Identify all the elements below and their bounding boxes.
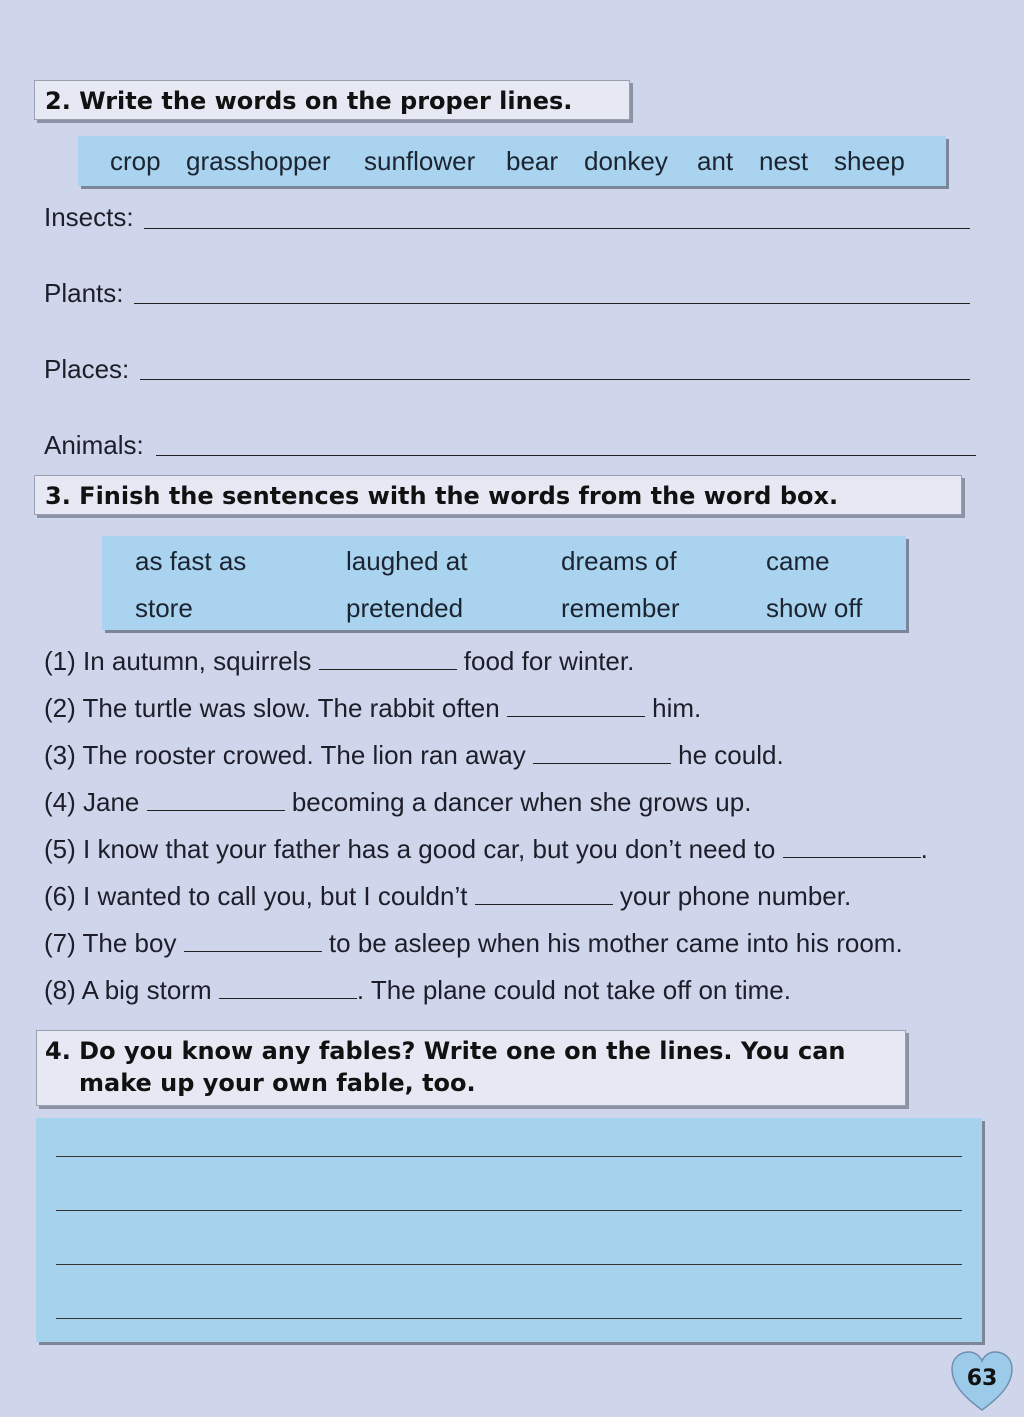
- sentence-text: (6) I wanted to call you, but I couldn’t: [44, 881, 475, 911]
- answer-blank[interactable]: [219, 978, 357, 999]
- page-number: 63: [966, 1366, 998, 1391]
- word-box-item: nest: [759, 146, 809, 176]
- word-box-item: store: [135, 593, 193, 623]
- category-label-animals: Animals:: [44, 430, 144, 460]
- word-box-item: sheep: [834, 146, 905, 176]
- sentence-text: (8) A big storm: [44, 975, 219, 1005]
- sentence-3: [44, 740, 784, 771]
- sentence-2: [44, 693, 701, 724]
- sentence-text: him.: [644, 693, 702, 723]
- sentence-text: (4) Jane: [44, 787, 147, 817]
- sentence-8: [44, 975, 791, 1006]
- sentence-text: .: [920, 834, 928, 864]
- section-3-word-box: [102, 536, 906, 630]
- plants-answer-line[interactable]: [134, 303, 970, 304]
- word-box-item: grasshopper: [186, 146, 331, 176]
- word-box-item: ant: [697, 146, 734, 176]
- answer-blank[interactable]: [783, 837, 921, 858]
- word-box-item: dreams of: [561, 546, 677, 576]
- word-box-item: as fast as: [135, 546, 247, 576]
- word-box-item: crop: [110, 146, 161, 176]
- animals-answer-line[interactable]: [156, 455, 976, 456]
- answer-blank[interactable]: [475, 884, 613, 905]
- word-box-item: came: [766, 546, 830, 576]
- sentence-6: [44, 881, 851, 912]
- sentence-text: (3) The rooster crowed. The lion ran away: [44, 740, 533, 770]
- section-4-heading-line-2: make up your own fable, too.: [79, 1069, 476, 1097]
- section-2-word-box: [78, 136, 946, 186]
- fable-writing-line[interactable]: [56, 1210, 962, 1211]
- fable-writing-area: [36, 1118, 982, 1342]
- sentence-4: [44, 787, 751, 818]
- sentence-text: (5) I know that your father has a good car, but you don’t need to: [44, 834, 783, 864]
- sentence-text: (7) The boy: [44, 928, 184, 958]
- sentence-1: [44, 646, 634, 677]
- word-box-item: donkey: [584, 146, 668, 176]
- sentence-text: (2) The turtle was slow. The rabbit often: [44, 693, 507, 723]
- answer-blank[interactable]: [533, 743, 671, 764]
- section-2-heading: 2. Write the words on the proper lines.: [34, 80, 630, 120]
- insects-answer-line[interactable]: [144, 228, 970, 229]
- answer-blank[interactable]: [319, 649, 457, 670]
- answer-blank[interactable]: [147, 790, 285, 811]
- page-number-badge: [950, 1350, 1014, 1412]
- word-box-item: show off: [766, 593, 863, 623]
- category-label-insects: Insects:: [44, 202, 134, 232]
- section-4-heading: [36, 1030, 906, 1106]
- category-label-places: Places:: [44, 354, 130, 384]
- section-3-heading: 3. Finish the sentences with the words from the word box.: [34, 475, 962, 515]
- answer-blank[interactable]: [507, 696, 645, 717]
- answer-blank[interactable]: [184, 931, 322, 952]
- word-box-item: pretended: [346, 593, 464, 623]
- category-label-plants: Plants:: [44, 278, 124, 308]
- fable-writing-line[interactable]: [56, 1318, 962, 1319]
- sentence-text: he could.: [670, 740, 784, 770]
- sentence-7: [44, 928, 903, 959]
- word-box-item: laughed at: [346, 546, 468, 576]
- sentence-5: [44, 834, 928, 865]
- sentence-text: . The plane could not take off on time.: [356, 975, 791, 1005]
- sentence-text: becoming a dancer when she grows up.: [284, 787, 752, 817]
- sentence-text: (1) In autumn, squirrels: [44, 646, 319, 676]
- section-4-heading-line-1: 4. Do you know any fables? Write one on the lines. You can: [45, 1037, 846, 1065]
- word-box-item: remember: [561, 593, 680, 623]
- places-answer-line[interactable]: [140, 379, 970, 380]
- word-box-item: sunflower: [364, 146, 476, 176]
- sentence-text: your phone number.: [612, 881, 852, 911]
- sentence-text: food for winter.: [456, 646, 635, 676]
- fable-writing-line[interactable]: [56, 1264, 962, 1265]
- sentence-text: to be asleep when his mother came into his room.: [321, 928, 903, 958]
- word-box-item: bear: [506, 146, 559, 176]
- fable-writing-line[interactable]: [56, 1156, 962, 1157]
